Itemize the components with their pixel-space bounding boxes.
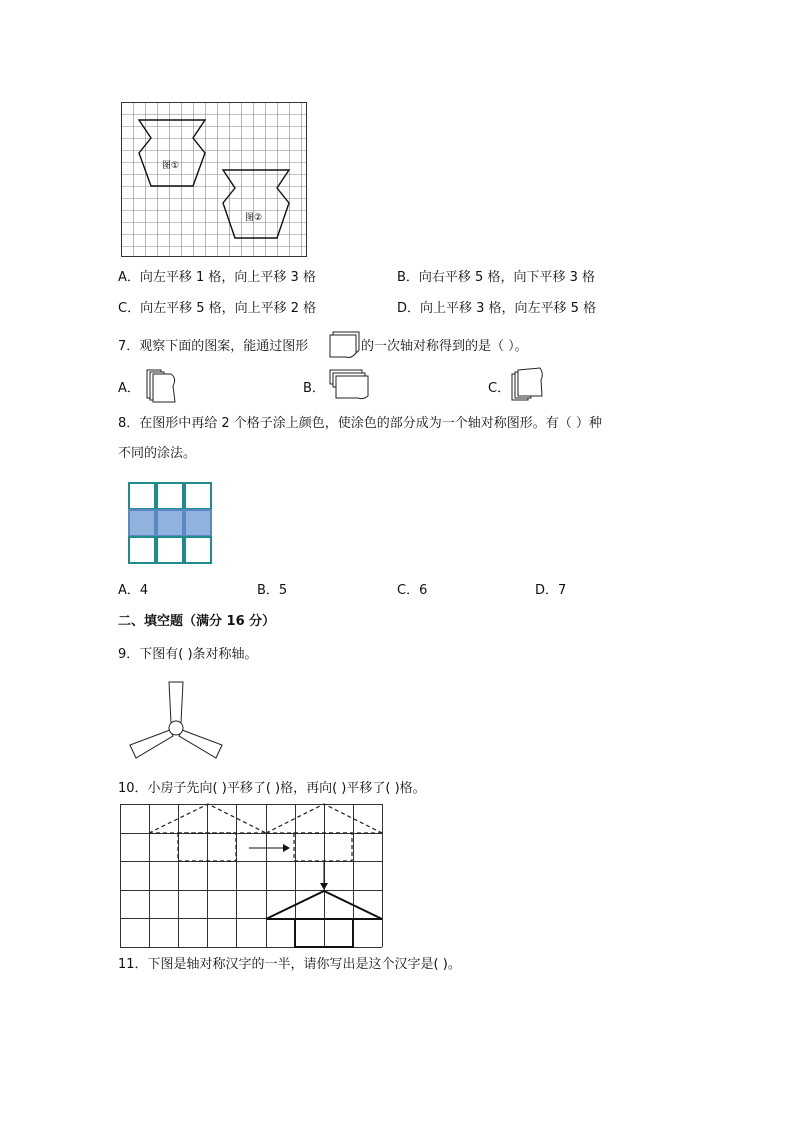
grid-cell xyxy=(129,483,155,509)
q6-grid-figure xyxy=(121,102,308,258)
q10-stem: 10．小房子先向( )平移了( )格，再向( )平移了( )格。 xyxy=(118,781,426,796)
q8-option-a: A．4 xyxy=(118,583,149,598)
q9-stem: 9．下图有( )条对称轴。 xyxy=(118,647,258,662)
section-title: 二、填空题（满分 16 分） xyxy=(118,614,276,629)
q8-option-c: C．6 xyxy=(397,583,428,598)
q6-option-c: C．向左平移 5 格，向上平移 2 格 xyxy=(118,301,317,316)
q6-option-b: B．向右平移 5 格，向下平移 3 格 xyxy=(397,270,595,285)
q8-stem-line2: 不同的涂法。 xyxy=(118,446,197,461)
q8-option-b: B．5 xyxy=(257,583,288,598)
q8-color-grid xyxy=(128,482,212,564)
grid-cell xyxy=(185,537,211,563)
q7-option-b-shape-icon xyxy=(326,368,372,402)
figure-label-1: 图① xyxy=(162,161,180,171)
vase-shape-1 xyxy=(139,120,205,186)
grid-cell xyxy=(129,537,155,563)
q7-reference-shape-icon xyxy=(327,330,361,358)
q7-option-a: A． xyxy=(118,381,140,396)
q7-option-a-shape-icon xyxy=(141,368,181,404)
q7-stem-part2: 的一次轴对称得到的是（ ）。 xyxy=(361,339,528,354)
house-translation-grid xyxy=(120,804,384,948)
vase-shape-2 xyxy=(223,170,289,238)
q7-stem-part1: 7．观察下面的图案，能通过图形 xyxy=(118,339,309,354)
figure-label-2: 图② xyxy=(245,213,263,223)
q7-option-b: B． xyxy=(303,381,325,396)
grid-cell-filled xyxy=(185,510,211,536)
grid-cell-filled xyxy=(157,510,183,536)
grid-cell xyxy=(185,483,211,509)
q6-option-d: D．向上平移 3 格，向左平移 5 格 xyxy=(397,301,597,316)
grid-cell xyxy=(157,537,183,563)
q6-option-a: A．向左平移 1 格，向上平移 3 格 xyxy=(118,270,316,285)
q11-stem: 11．下图是轴对称汉字的一半，请你写出是这个汉字是( )。 xyxy=(118,957,461,972)
q8-option-d: D．7 xyxy=(535,583,567,598)
fan-blades-figure xyxy=(126,678,226,762)
grid-cell xyxy=(157,483,183,509)
q7-option-c: C． xyxy=(488,381,511,396)
q7-option-c-shape-icon xyxy=(508,366,548,404)
q8-stem-line1: 8．在图形中再给 2 个格子涂上颜色，使涂色的部分成为一个轴对称图形。有（ ）种 xyxy=(118,416,602,431)
grid-cell-filled xyxy=(129,510,155,536)
